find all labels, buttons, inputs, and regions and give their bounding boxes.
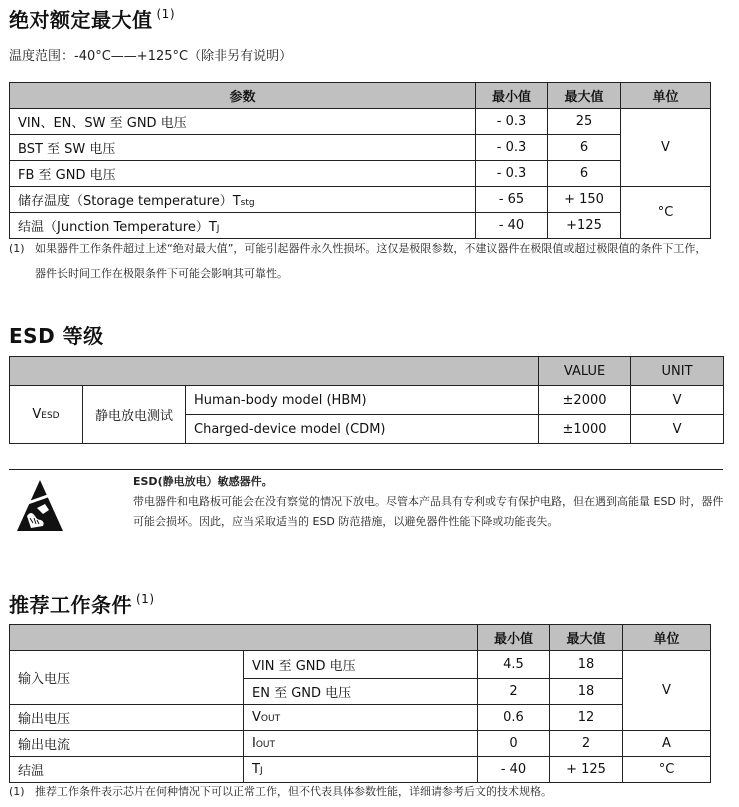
table-header-row: [10, 357, 724, 386]
param-cell: BST 至 SW 电压: [10, 135, 476, 161]
table-row: [10, 213, 711, 239]
group-cell: 结温: [10, 757, 244, 783]
section-title-recommended: [9, 589, 155, 618]
table-row: [10, 386, 724, 415]
max-cell: 2: [550, 731, 623, 757]
temperature-range-note: 温度范围：-40°C——+125°C（除非另有说明）: [9, 49, 293, 64]
header-unit: UNIT: [631, 357, 724, 386]
header-blank: [10, 625, 478, 651]
recommended-conditions-table: [9, 624, 711, 783]
footnote-recommended: [9, 779, 734, 804]
header-blank: [10, 357, 539, 386]
group-cell: 输出电压: [10, 705, 244, 731]
footnote-number: (1): [9, 242, 25, 255]
max-cell: 18: [550, 679, 623, 705]
footnote-text: 推荐工作条件表示芯片在何种情况下可以正常工作，但不代表具体参数性能，详细请参考后文的技术规格。: [35, 785, 552, 798]
footnote-ref: (1): [156, 7, 175, 21]
param-text: I: [252, 736, 256, 751]
header-param: 参数: [10, 83, 476, 109]
min-cell: - 0.3: [476, 135, 548, 161]
symbol-subscript: ESD: [41, 411, 60, 421]
max-cell: + 150: [548, 187, 621, 213]
unit-cell: °C: [623, 757, 711, 783]
table-row: [10, 651, 711, 679]
title-text: 推荐工作条件: [9, 593, 132, 617]
param-cell: [10, 187, 476, 213]
model-cell: Charged-device model (CDM): [186, 415, 539, 444]
table-row: [10, 731, 711, 757]
param-cell: VIN 至 GND 电压: [244, 651, 478, 679]
header-unit: 单位: [623, 625, 711, 651]
param-cell: VIN、EN、SW 至 GND 电压: [10, 109, 476, 135]
max-cell: 25: [548, 109, 621, 135]
esd-table: [9, 356, 724, 444]
header-max: 最大值: [550, 625, 623, 651]
group-cell: 输出电流: [10, 731, 244, 757]
absolute-max-table: [9, 82, 711, 239]
unit-cell: V: [631, 386, 724, 415]
footnote-absolute-max: [9, 236, 734, 286]
param-subscript: OUT: [255, 740, 276, 750]
min-cell: - 40: [478, 757, 550, 783]
footnote-ref: (1): [136, 592, 155, 606]
param-subscript: stg: [240, 198, 255, 208]
max-cell: 12: [550, 705, 623, 731]
section-title-absolute-max: [9, 4, 175, 33]
max-cell: 6: [548, 135, 621, 161]
min-cell: - 0.3: [476, 109, 548, 135]
section-title-esd: ESD 等级: [9, 324, 104, 348]
param-subscript: OUT: [260, 714, 281, 724]
model-cell: Human-body model (HBM): [186, 386, 539, 415]
table-row: [10, 187, 711, 213]
min-cell: - 0.3: [476, 161, 548, 187]
unit-cell: V: [621, 109, 711, 187]
table-header-row: [10, 83, 711, 109]
footnote-text: 如果器件工作条件超过上述“绝对最大值”，可能引起器件永久性损坏。这仅是极限参数，不建议器件在极限值或超过极限值的条件下工作，: [35, 242, 707, 255]
test-name-cell: 静电放电测试: [83, 386, 186, 444]
table-row: [10, 705, 711, 731]
esd-warning-text: [133, 472, 733, 532]
unit-cell: A: [623, 731, 711, 757]
param-cell: [10, 213, 476, 239]
unit-cell: °C: [621, 187, 711, 239]
table-row: [10, 135, 711, 161]
min-cell: 0: [478, 731, 550, 757]
min-cell: 0.6: [478, 705, 550, 731]
header-min: 最小值: [478, 625, 550, 651]
warning-line: 带电器件和电路板可能会在没有察觉的情况下放电。尽管本产品具有专利或专有保护电路，但在遇到高能量 ESD 时，器件: [133, 495, 724, 508]
param-subscript: J: [259, 766, 263, 776]
warning-line: 可能会损坏。因此，应当采取适当的 ESD 防范措施，以避免器件性能下降或功能丧失。: [133, 515, 559, 528]
header-value: VALUE: [539, 357, 631, 386]
min-cell: 4.5: [478, 651, 550, 679]
table-header-row: [10, 625, 711, 651]
param-text: 结温（Junction Temperature）T: [18, 220, 217, 235]
max-cell: 18: [550, 651, 623, 679]
param-text: T: [252, 762, 260, 777]
symbol-cell: [10, 386, 83, 444]
table-row: [10, 109, 711, 135]
value-cell: ±2000: [539, 386, 631, 415]
max-cell: +125: [548, 213, 621, 239]
unit-cell: V: [631, 415, 724, 444]
max-cell: + 125: [550, 757, 623, 783]
min-cell: - 65: [476, 187, 548, 213]
header-unit: 单位: [621, 83, 711, 109]
param-text: V: [252, 710, 261, 725]
param-cell: EN 至 GND 电压: [244, 679, 478, 705]
divider: [9, 469, 723, 470]
header-max: 最大值: [548, 83, 621, 109]
footnote-number: (1): [9, 785, 25, 798]
symbol-text: V: [32, 407, 42, 422]
param-cell: FB 至 GND 电压: [10, 161, 476, 187]
group-cell: 输入电压: [10, 651, 244, 705]
warning-title: ESD(静电放电）敏感器件。: [133, 475, 273, 488]
param-subscript: J: [216, 224, 220, 234]
header-min: 最小值: [476, 83, 548, 109]
table-row: [10, 161, 711, 187]
min-cell: 2: [478, 679, 550, 705]
footnote-text: 器件长时间工作在极限条件下可能会影响其可靠性。: [35, 267, 288, 280]
min-cell: - 40: [476, 213, 548, 239]
param-text: 储存温度（Storage temperature）T: [18, 194, 241, 209]
param-cell: [244, 731, 478, 757]
esd-warning-icon: [15, 478, 65, 533]
max-cell: 6: [548, 161, 621, 187]
unit-cell: V: [623, 651, 711, 731]
title-text: 绝对额定最大值: [9, 8, 153, 32]
value-cell: ±1000: [539, 415, 631, 444]
param-cell: [244, 705, 478, 731]
